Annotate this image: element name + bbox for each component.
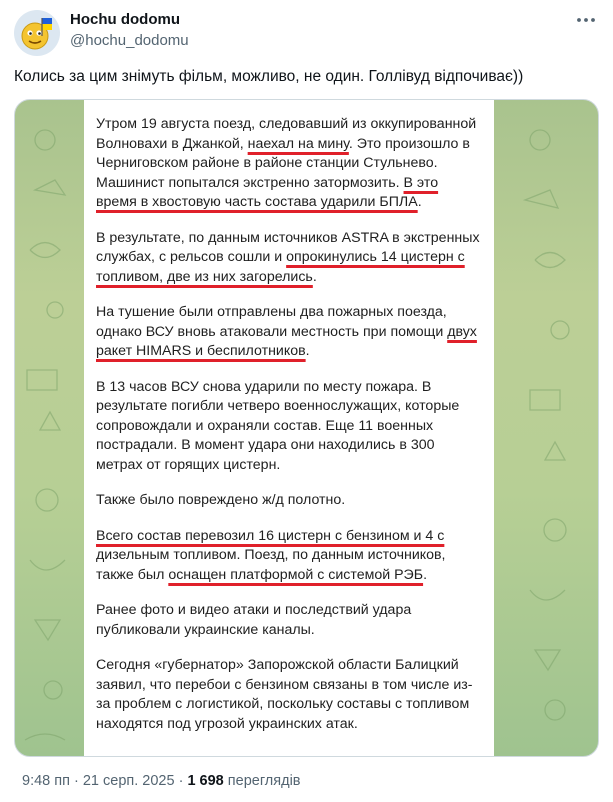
- tweet-meta: 9:48 пп · 21 серп. 2025 · 1 698 переглядів: [22, 773, 301, 789]
- paragraph-3: На тушение были отправлены два пожарных поезда, однако ВСУ вновь атаковали местность при помощи двух ракет HIMARS и беспилотников.: [96, 304, 477, 359]
- avatar[interactable]: [14, 10, 60, 56]
- emoji-avatar-icon: [14, 10, 60, 56]
- views-count: 1 698: [187, 773, 224, 789]
- post-time[interactable]: 9:48 пп: [22, 773, 70, 789]
- message-bubble: [84, 100, 494, 757]
- paragraph-2: В результате, по данным источников ASTRA в экстренных службах, с рельсов сошли и опрокинулись 14 цистерн с топливом, две из них загорелись.: [96, 229, 480, 285]
- views-label: переглядів: [223, 773, 301, 789]
- paragraph-4: В 13 часов ВСУ снова ударили по месту пожара. В результате погибли четверо военнослужащих, которые сопровождали и охраняли состав. Еще 11 военных пострадали. В момент удара они находились в 300 метрах от горящих цистерн.: [96, 378, 460, 473]
- paragraph-7: Ранее фото и видео атаки и последствий удара публиковали украинские каналы.: [96, 602, 412, 638]
- author-name[interactable]: Hochu dodomu: [70, 11, 180, 28]
- more-options-button[interactable]: [573, 10, 599, 30]
- paragraph-6: Всего состав перевозил 16 цистерн с бензином и 4 с дизельным топливом. Поезд, по данным источников, также был оснащен платформой с системой РЭБ.: [96, 527, 446, 583]
- tweet-media[interactable]: [14, 99, 599, 757]
- tweet-text: Колись за цим знімуть фільм, можливо, не один. Голлівуд відпочиває)): [14, 68, 524, 85]
- paragraph-8: Сегодня «губернатор» Запорожской области Балицкий заявил, что перебои с бензином связаны в том числе из-за проблем с логистикой, поскольку составы с топливом находятся под угрозой украинских атак.: [96, 657, 473, 732]
- author-handle[interactable]: @hochu_dodomu: [70, 32, 189, 49]
- paragraph-5: Также было повреждено ж/д полотно.: [96, 492, 346, 508]
- paragraph-1: Утром 19 августа поезд, следовавший из оккупированной Волновахи в Джанкой, наехал на мину. Это произошло в Черниговском районе в районе станции Стульнево. Машинист попытался экстренно затормозить. В это время в хвостовую часть состава ударили БПЛА.: [96, 116, 477, 210]
- post-date[interactable]: 21 серп. 2025: [82, 773, 175, 789]
- more-options-icon: [576, 17, 596, 23]
